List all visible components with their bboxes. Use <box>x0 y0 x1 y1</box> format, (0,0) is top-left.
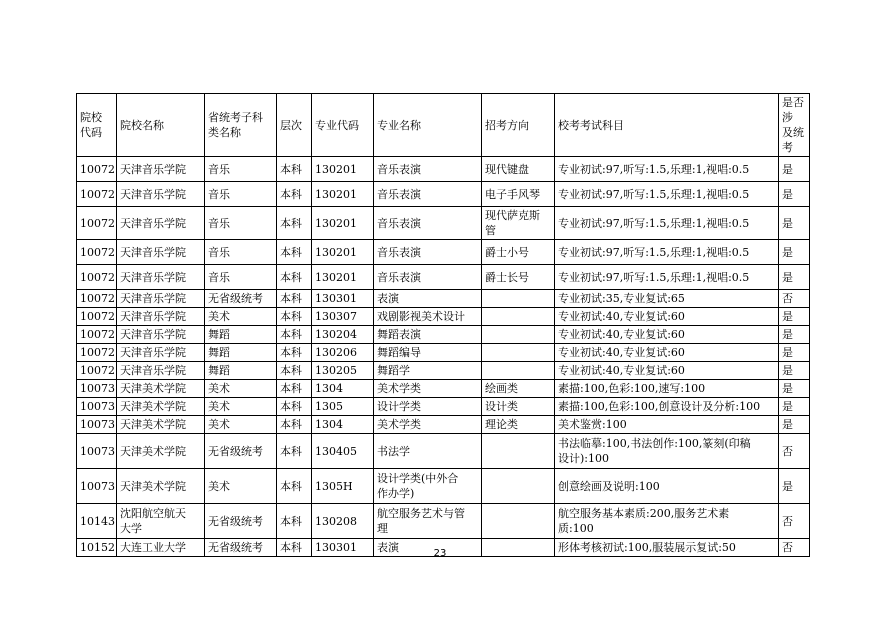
cell-unified-exam: 是 <box>779 308 810 326</box>
cell-institution-name: 天津音乐学院 <box>117 326 205 344</box>
cell-institution-code: 10072 <box>77 344 117 362</box>
cell-exam-subjects: 专业初试:97,听写:1.5,乐理:1,视唱:0.5 <box>555 265 779 290</box>
cell-subject-category: 无省级统考 <box>205 504 277 539</box>
cell-unified-exam: 是 <box>779 469 810 504</box>
cell-exam-subjects: 专业初试:40,专业复试:60 <box>555 326 779 344</box>
cell-institution-code: 10072 <box>77 182 117 207</box>
cell-major-code: 130208 <box>312 504 374 539</box>
cell-subject-category: 音乐 <box>205 240 277 265</box>
cell-institution-name: 天津美术学院 <box>117 434 205 469</box>
cell-major-code: 130301 <box>312 290 374 308</box>
table-row <box>77 207 810 240</box>
header-level: 层次 <box>277 94 312 157</box>
cell-institution-name: 天津音乐学院 <box>117 290 205 308</box>
cell-major-code: 1304 <box>312 416 374 434</box>
cell-unified-exam: 是 <box>779 380 810 398</box>
cell-subject-category: 音乐 <box>205 157 277 182</box>
table-row <box>77 344 810 362</box>
cell-institution-name: 天津音乐学院 <box>117 362 205 380</box>
cell-level: 本科 <box>277 416 312 434</box>
cell-level: 本科 <box>277 290 312 308</box>
table-row <box>77 469 810 504</box>
cell-major-code: 130201 <box>312 207 374 240</box>
cell-level: 本科 <box>277 434 312 469</box>
cell-subject-category: 美术 <box>205 416 277 434</box>
header-unified-exam: 是否涉 及统考 <box>779 94 810 157</box>
cell-unified-exam: 是 <box>779 362 810 380</box>
cell-major-code: 1305 <box>312 398 374 416</box>
cell-institution-name: 沈阳航空航天 大学 <box>117 504 205 539</box>
cell-institution-name: 天津音乐学院 <box>117 207 205 240</box>
cell-level: 本科 <box>277 469 312 504</box>
cell-admission-direction: 爵士长号 <box>482 265 555 290</box>
cell-exam-subjects: 专业初试:97,听写:1.5,乐理:1,视唱:0.5 <box>555 240 779 265</box>
cell-unified-exam: 是 <box>779 207 810 240</box>
header-subject-category: 省统考子科 类名称 <box>205 94 277 157</box>
cell-unified-exam: 是 <box>779 326 810 344</box>
cell-admission-direction: 现代萨克斯 管 <box>482 207 555 240</box>
cell-admission-direction <box>482 290 555 308</box>
header-institution-name: 院校名称 <box>117 94 205 157</box>
cell-subject-category: 美术 <box>205 380 277 398</box>
cell-admission-direction <box>482 308 555 326</box>
cell-major-name: 音乐表演 <box>374 182 482 207</box>
cell-unified-exam: 是 <box>779 182 810 207</box>
cell-exam-subjects: 素描:100,色彩:100,创意设计及分析:100 <box>555 398 779 416</box>
cell-subject-category: 美术 <box>205 398 277 416</box>
table-row <box>77 290 810 308</box>
table-row <box>77 326 810 344</box>
cell-institution-name: 天津美术学院 <box>117 380 205 398</box>
table-row <box>77 416 810 434</box>
cell-unified-exam: 是 <box>779 416 810 434</box>
table-body <box>77 157 810 557</box>
cell-level: 本科 <box>277 182 312 207</box>
header-admission-direction: 招考方向 <box>482 94 555 157</box>
cell-major-name: 戏剧影视美术设计 <box>374 308 482 326</box>
cell-exam-subjects: 专业初试:97,听写:1.5,乐理:1,视唱:0.5 <box>555 207 779 240</box>
cell-institution-name: 天津美术学院 <box>117 469 205 504</box>
cell-level: 本科 <box>277 380 312 398</box>
cell-institution-code: 10143 <box>77 504 117 539</box>
cell-institution-code: 10072 <box>77 290 117 308</box>
cell-admission-direction <box>482 326 555 344</box>
cell-admission-direction: 爵士小号 <box>482 240 555 265</box>
cell-unified-exam: 是 <box>779 157 810 182</box>
cell-major-name: 舞蹈表演 <box>374 326 482 344</box>
cell-institution-code: 10073 <box>77 434 117 469</box>
cell-unified-exam: 是 <box>779 240 810 265</box>
cell-institution-name: 天津音乐学院 <box>117 157 205 182</box>
cell-major-name: 设计学类 <box>374 398 482 416</box>
cell-major-code: 130201 <box>312 265 374 290</box>
cell-unified-exam: 否 <box>779 434 810 469</box>
cell-institution-code: 10073 <box>77 380 117 398</box>
table-row <box>77 362 810 380</box>
cell-institution-name: 天津音乐学院 <box>117 240 205 265</box>
table-header-row <box>77 94 810 157</box>
header-major-code: 专业代码 <box>312 94 374 157</box>
cell-institution-code: 10072 <box>77 157 117 182</box>
cell-institution-code: 10072 <box>77 265 117 290</box>
cell-subject-category: 音乐 <box>205 182 277 207</box>
table-row <box>77 308 810 326</box>
cell-exam-subjects: 专业初试:35,专业复试:65 <box>555 290 779 308</box>
cell-major-name: 书法学 <box>374 434 482 469</box>
cell-major-name: 舞蹈学 <box>374 362 482 380</box>
cell-subject-category: 舞蹈 <box>205 344 277 362</box>
cell-institution-name: 天津音乐学院 <box>117 308 205 326</box>
cell-admission-direction <box>482 344 555 362</box>
cell-subject-category: 无省级统考 <box>205 290 277 308</box>
cell-level: 本科 <box>277 362 312 380</box>
cell-subject-category: 美术 <box>205 469 277 504</box>
cell-institution-name: 天津音乐学院 <box>117 344 205 362</box>
cell-exam-subjects: 素描:100,色彩:100,速写:100 <box>555 380 779 398</box>
table-row <box>77 504 810 539</box>
cell-institution-name: 天津美术学院 <box>117 398 205 416</box>
cell-subject-category: 音乐 <box>205 207 277 240</box>
cell-admission-direction: 理论类 <box>482 416 555 434</box>
header-exam-subjects: 校考考试科目 <box>555 94 779 157</box>
cell-level: 本科 <box>277 308 312 326</box>
cell-exam-subjects: 航空服务基本素质:200,服务艺术素 质:100 <box>555 504 779 539</box>
cell-level: 本科 <box>277 398 312 416</box>
cell-admission-direction <box>482 469 555 504</box>
cell-exam-subjects: 专业初试:97,听写:1.5,乐理:1,视唱:0.5 <box>555 157 779 182</box>
cell-unified-exam: 是 <box>779 265 810 290</box>
cell-level: 本科 <box>277 539 312 557</box>
cell-unified-exam: 是 <box>779 344 810 362</box>
cell-institution-name: 天津音乐学院 <box>117 265 205 290</box>
cell-exam-subjects: 创意绘画及说明:100 <box>555 469 779 504</box>
cell-unified-exam: 是 <box>779 398 810 416</box>
header-institution-code: 院校 代码 <box>77 94 117 157</box>
cell-major-code: 130201 <box>312 240 374 265</box>
cell-admission-direction <box>482 504 555 539</box>
cell-exam-subjects: 专业初试:40,专业复试:60 <box>555 362 779 380</box>
cell-major-code: 130204 <box>312 326 374 344</box>
cell-level: 本科 <box>277 344 312 362</box>
cell-unified-exam: 否 <box>779 504 810 539</box>
cell-exam-subjects: 美术鉴赏:100 <box>555 416 779 434</box>
cell-admission-direction: 电子手风琴 <box>482 182 555 207</box>
cell-level: 本科 <box>277 207 312 240</box>
cell-major-code: 130206 <box>312 344 374 362</box>
cell-major-name: 表演 <box>374 290 482 308</box>
cell-major-name: 音乐表演 <box>374 265 482 290</box>
cell-level: 本科 <box>277 504 312 539</box>
cell-major-name: 美术学类 <box>374 380 482 398</box>
table-row <box>77 265 810 290</box>
table-row <box>77 182 810 207</box>
cell-major-code: 130205 <box>312 362 374 380</box>
cell-major-code: 130307 <box>312 308 374 326</box>
cell-level: 本科 <box>277 265 312 290</box>
table-row <box>77 398 810 416</box>
table-row <box>77 380 810 398</box>
cell-level: 本科 <box>277 240 312 265</box>
cell-major-name: 舞蹈编导 <box>374 344 482 362</box>
cell-institution-code: 10072 <box>77 240 117 265</box>
cell-subject-category: 无省级统考 <box>205 434 277 469</box>
cell-subject-category: 音乐 <box>205 265 277 290</box>
table-row <box>77 434 810 469</box>
header-major-name: 专业名称 <box>374 94 482 157</box>
cell-major-name: 航空服务艺术与管 理 <box>374 504 482 539</box>
cell-institution-code: 10152 <box>77 539 117 557</box>
cell-institution-code: 10072 <box>77 362 117 380</box>
page-number: 23 <box>433 548 447 559</box>
cell-admission-direction: 绘画类 <box>482 380 555 398</box>
cell-major-code: 1304 <box>312 380 374 398</box>
cell-major-name: 表演 <box>374 539 482 557</box>
cell-unified-exam: 否 <box>779 290 810 308</box>
cell-exam-subjects: 书法临摹:100,书法创作:100,篆刻(印稿 设计):100 <box>555 434 779 469</box>
cell-institution-name: 天津音乐学院 <box>117 182 205 207</box>
cell-institution-code: 10072 <box>77 207 117 240</box>
cell-admission-direction: 设计类 <box>482 398 555 416</box>
cell-major-name: 音乐表演 <box>374 240 482 265</box>
cell-admission-direction <box>482 434 555 469</box>
cell-major-name: 音乐表演 <box>374 157 482 182</box>
cell-major-code: 1305H <box>312 469 374 504</box>
cell-level: 本科 <box>277 326 312 344</box>
cell-major-code: 130405 <box>312 434 374 469</box>
table-row <box>77 240 810 265</box>
cell-institution-code: 10073 <box>77 398 117 416</box>
cell-unified-exam: 否 <box>779 539 810 557</box>
cell-subject-category: 舞蹈 <box>205 326 277 344</box>
cell-major-name: 设计学类(中外合 作办学) <box>374 469 482 504</box>
cell-subject-category: 美术 <box>205 308 277 326</box>
cell-admission-direction <box>482 362 555 380</box>
cell-institution-code: 10073 <box>77 469 117 504</box>
cell-institution-code: 10073 <box>77 416 117 434</box>
admissions-table <box>76 93 810 557</box>
cell-exam-subjects: 专业初试:40,专业复试:60 <box>555 308 779 326</box>
cell-institution-name: 天津美术学院 <box>117 416 205 434</box>
table-row <box>77 157 810 182</box>
cell-subject-category: 无省级统考 <box>205 539 277 557</box>
cell-exam-subjects: 专业初试:40,专业复试:60 <box>555 344 779 362</box>
cell-level: 本科 <box>277 157 312 182</box>
cell-major-name: 美术学类 <box>374 416 482 434</box>
cell-major-code: 130301 <box>312 539 374 557</box>
cell-exam-subjects: 专业初试:97,听写:1.5,乐理:1,视唱:0.5 <box>555 182 779 207</box>
cell-institution-code: 10072 <box>77 308 117 326</box>
cell-major-code: 130201 <box>312 157 374 182</box>
cell-major-name: 音乐表演 <box>374 207 482 240</box>
cell-admission-direction: 现代键盘 <box>482 157 555 182</box>
cell-subject-category: 舞蹈 <box>205 362 277 380</box>
cell-institution-name: 大连工业大学 <box>117 539 205 557</box>
cell-major-code: 130201 <box>312 182 374 207</box>
cell-exam-subjects: 形体考核初试:100,服装展示复试:50 <box>555 539 779 557</box>
cell-institution-code: 10072 <box>77 326 117 344</box>
